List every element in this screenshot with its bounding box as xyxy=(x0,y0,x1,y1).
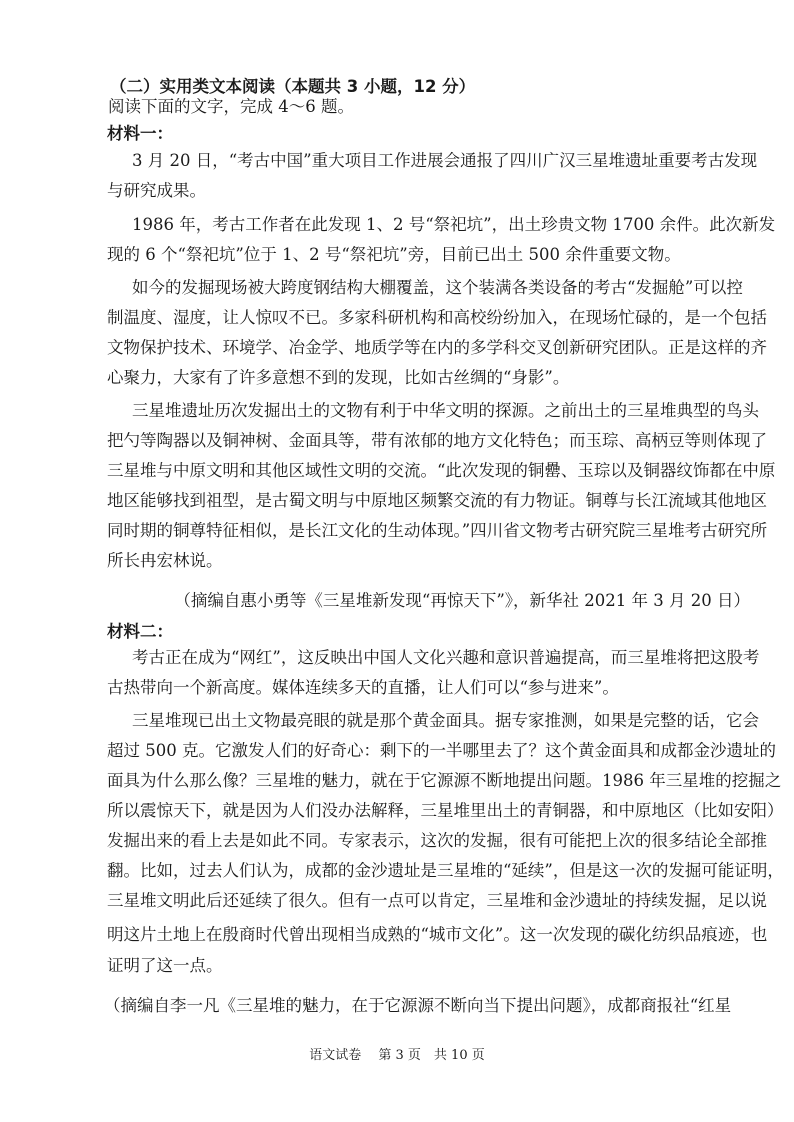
paragraph-line: 现的 6 个“祭祀坑”位于 1、2 号“祭祀坑”旁，目前已出土 500 余件重要文物。 xyxy=(107,245,681,264)
paragraph-line: 翻。比如，过去人们认为，成都的金沙遗址是三星堆的“延续”，但是这一次的发掘可能证明， xyxy=(107,861,784,880)
paragraph-line: 证明了这一点。 xyxy=(107,956,223,975)
section-instruction: 阅读下面的文字，完成 4～6 题。 xyxy=(108,97,354,116)
paragraph-line: 把勺等陶器以及铜神树、金面具等，带有浓郁的地方文化特色；而玉琮、高柄豆等则体现了 xyxy=(107,431,767,450)
material1-source: （摘编自惠小勇等《三星堆新发现“再惊天下”》，新华社 2021 年 3 月 20 日） xyxy=(174,591,750,610)
paragraph-line: 明这片土地上在殷商时代曾出现相当成熟的“城市文化”。这一次发现的碳化纺织品痕迹，也 xyxy=(107,925,768,944)
paragraph-line: 文物保护技术、环境学、冶金学、地质学等在内的多学科交叉创新研究团队。正是这样的齐 xyxy=(107,338,767,357)
paragraph-line: 如今的发掘现场被大跨度钢结构大棚覆盖，这个装满各类设备的考古“发掘舱”可以控 xyxy=(132,278,743,297)
page-footer: 语文试卷 第 3 页 共 10 页 xyxy=(309,1048,485,1063)
paragraph-line: 三星堆与中原文明和其他区域性文明的交流。“此次发现的铜罍、玉琮以及铜器纹饰都在中原 xyxy=(107,461,776,480)
paragraph-line: 所长冉宏林说。 xyxy=(107,551,223,570)
paragraph-line: 三星堆遗址历次发掘出土的文物有利于中华文明的探源。之前出土的三星堆典型的鸟头 xyxy=(132,401,759,420)
paragraph-line: 三星堆文明此后还延续了很久。但有一点可以肯定，三星堆和金沙遗址的持续发掘，足以说 xyxy=(107,891,767,910)
paragraph-line: 心聚力，大家有了许多意想不到的发现，比如古丝绸的“身影”。 xyxy=(107,368,570,387)
paragraph-line: 发掘出来的看上去是如此不同。专家表示，这次的发掘，很有可能把上次的很多结论全部推 xyxy=(107,831,767,850)
paragraph-line: 同时期的铜尊特征相似，是长江文化的生动体现。”四川省文物考古研究院三星堆考古研究所 xyxy=(107,521,768,540)
paragraph-line: 面具为什么那么像？三星堆的魅力，就在于它源源不断地提出问题。1986 年三星堆的挖掘之 xyxy=(107,771,782,790)
section-heading: （二）实用类文本阅读（本题共 3 小题，12 分） xyxy=(110,77,476,96)
paragraph-line: 制温度、湿度，让人惊叹不已。多家科研机构和高校纷纷加入，在现场忙碌的，是一个包括 xyxy=(107,308,767,327)
paragraph-line: 与研究成果。 xyxy=(107,181,206,200)
paragraph-line: 考古正在成为“网红”，这反映出中国人文化兴趣和意识普遍提高，而三星堆将把这股考 xyxy=(132,648,760,667)
paragraph-line: 3 月 20 日，“考古中国”重大项目工作进展会通报了四川广汉三星堆遗址重要考古发现 xyxy=(132,151,758,170)
paragraph-line: 所以震惊天下，就是因为人们没办法解释，三星堆里出土的青铜器，和中原地区（比如安阳） xyxy=(107,801,784,820)
material2-label: 材料二： xyxy=(107,622,173,641)
paragraph-line: 三星堆现已出土文物最亮眼的就是那个黄金面具。据专家推测，如果是完整的话，它会 xyxy=(132,711,759,730)
paragraph-line: 1986 年，考古工作者在此发现 1、2 号“祭祀坑”，出土珍贵文物 1700 余件。此次新发 xyxy=(132,215,776,234)
material2-source: （摘编自李一凡《三星堆的魅力，在于它源源不断向当下提出问题》，成都商报社“红星 xyxy=(104,996,732,1015)
paragraph-line: 地区能够找到祖型，是古蜀文明与中原地区频繁交流的有力物证。铜尊与长江流域其他地区 xyxy=(107,491,767,510)
paragraph-line: 古热带向一个新高度。媒体连续多天的直播，让人们可以“参与进来”。 xyxy=(107,678,619,697)
paragraph-line: 超过 500 克。它激发人们的好奇心：剩下的一半哪里去了？这个黄金面具和成都金沙遗址的 xyxy=(107,741,776,760)
material1-label: 材料一： xyxy=(107,124,173,143)
